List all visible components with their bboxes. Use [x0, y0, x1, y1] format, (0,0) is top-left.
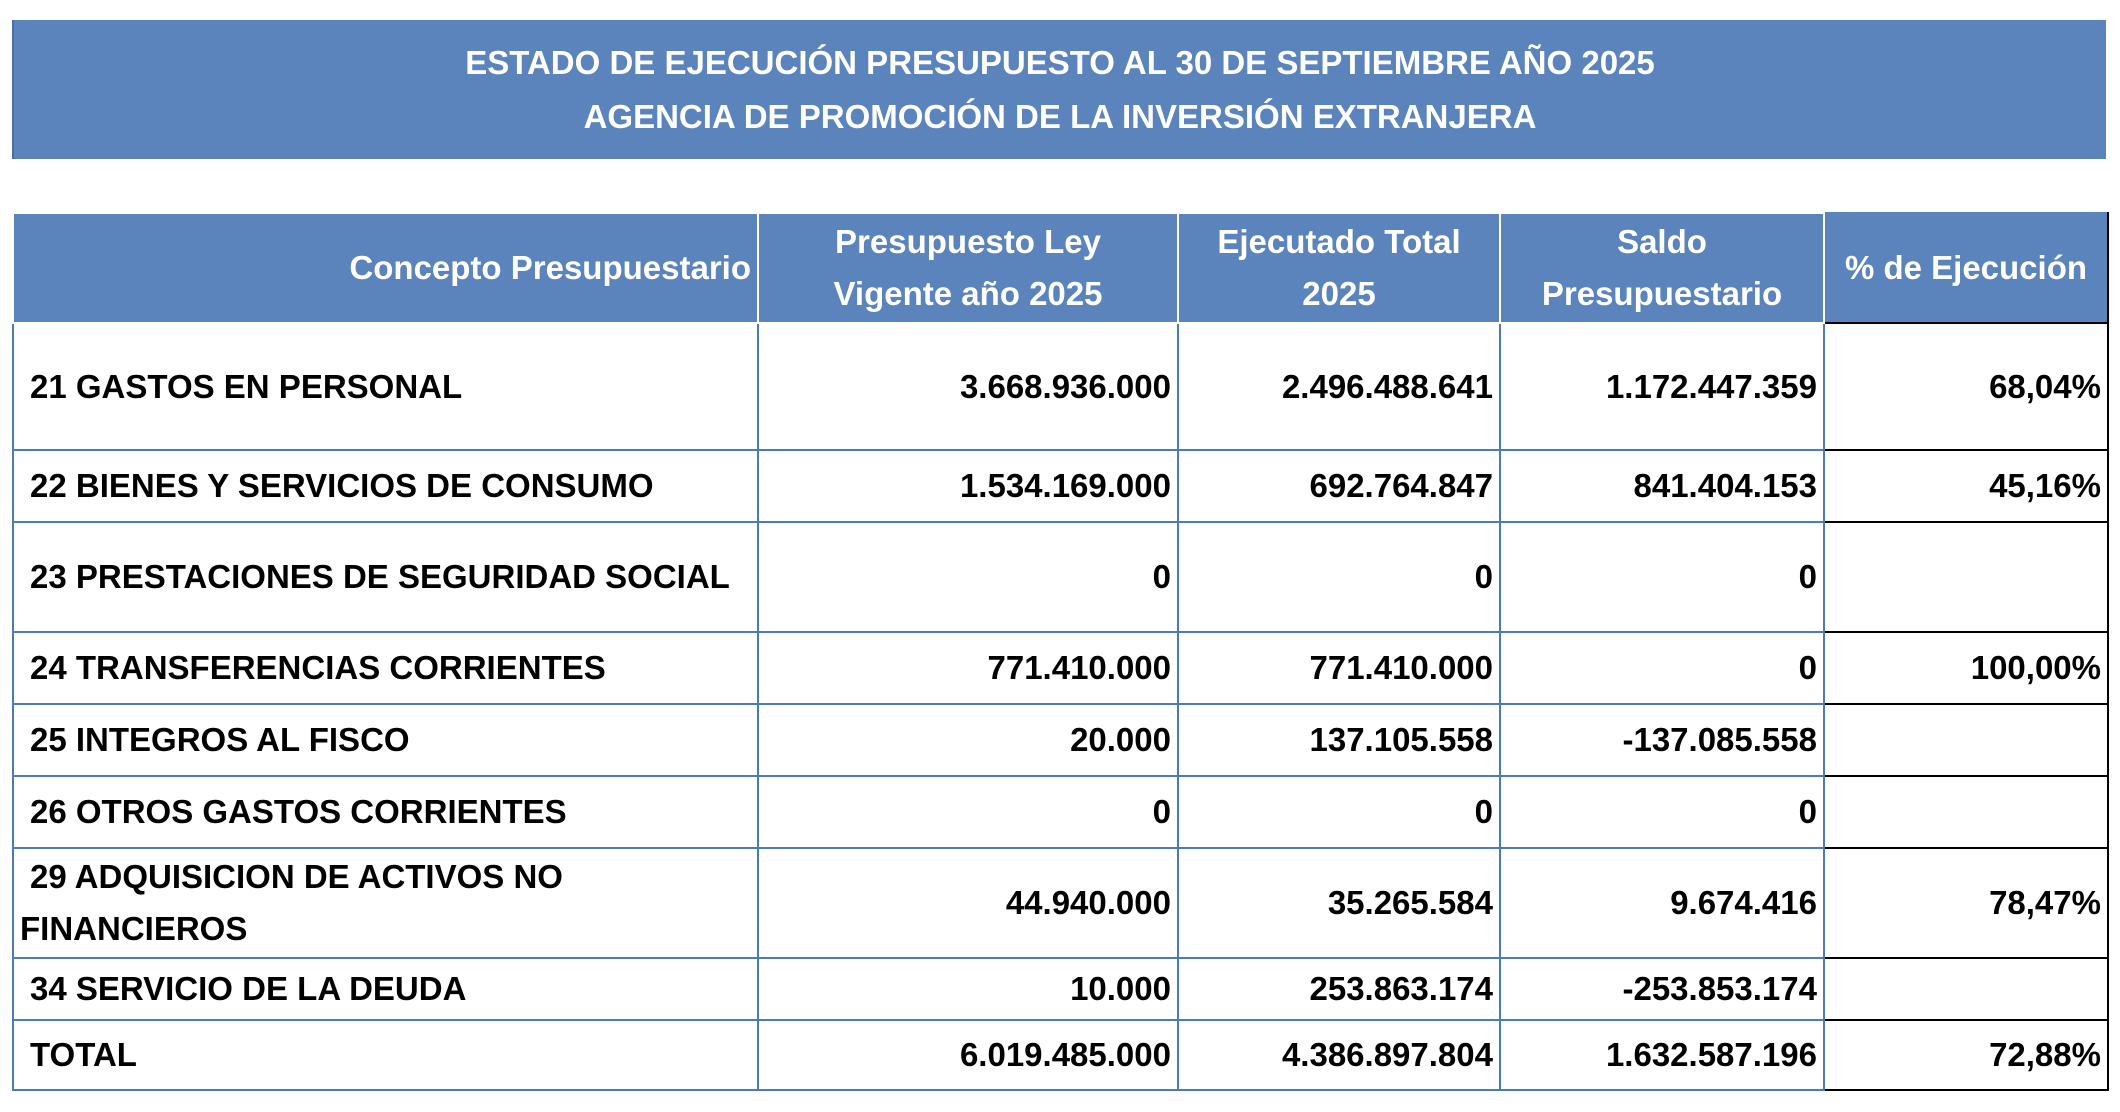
cell-presupuesto: 10.000 [758, 958, 1178, 1020]
cell-presupuesto: 44.940.000 [758, 848, 1178, 958]
cell-ejecutado: 137.105.558 [1178, 704, 1500, 776]
header-presupuesto: Presupuesto Ley Vigente año 2025 [758, 213, 1178, 323]
cell-concepto: 25 INTEGROS AL FISCO [13, 704, 758, 776]
cell-pct: 45,16% [1824, 450, 2108, 522]
cell-concepto-line2: FINANCIEROS [20, 910, 248, 947]
cell-presupuesto: 1.534.169.000 [758, 450, 1178, 522]
cell-saldo: 841.404.153 [1500, 450, 1824, 522]
cell-ejecutado: 0 [1178, 522, 1500, 632]
cell-ejecutado: 771.410.000 [1178, 632, 1500, 704]
total-label: TOTAL [13, 1020, 758, 1090]
cell-concepto-line1: 29 ADQUISICION DE ACTIVOS NO [30, 858, 563, 895]
table-row [13, 776, 2108, 848]
total-saldo: 1.632.587.196 [1500, 1020, 1824, 1090]
cell-concepto [13, 848, 758, 958]
cell-ejecutado: 35.265.584 [1178, 848, 1500, 958]
cell-saldo: 0 [1500, 776, 1824, 848]
cell-pct: 100,00% [1824, 632, 2108, 704]
total-presupuesto: 6.019.485.000 [758, 1020, 1178, 1090]
cell-ejecutado: 253.863.174 [1178, 958, 1500, 1020]
cell-concepto: 23 PRESTACIONES DE SEGURIDAD SOCIAL [13, 522, 758, 632]
table-row [13, 323, 2108, 450]
cell-presupuesto: 3.668.936.000 [758, 323, 1178, 450]
total-pct: 72,88% [1824, 1020, 2108, 1090]
cell-saldo: 0 [1500, 632, 1824, 704]
budget-table [12, 212, 2109, 1091]
cell-presupuesto: 0 [758, 522, 1178, 632]
cell-ejecutado: 692.764.847 [1178, 450, 1500, 522]
cell-concepto: 34 SERVICIO DE LA DEUDA [13, 958, 758, 1020]
table-row [13, 632, 2108, 704]
cell-saldo: -137.085.558 [1500, 704, 1824, 776]
header-concepto: Concepto Presupuestario [13, 213, 758, 323]
cell-concepto: 26 OTROS GASTOS CORRIENTES [13, 776, 758, 848]
cell-pct [1824, 704, 2108, 776]
table-row [13, 848, 2108, 958]
cell-pct: 78,47% [1824, 848, 2108, 958]
cell-ejecutado: 2.496.488.641 [1178, 323, 1500, 450]
total-ejecutado: 4.386.897.804 [1178, 1020, 1500, 1090]
cell-presupuesto: 0 [758, 776, 1178, 848]
table-row [13, 450, 2108, 522]
budget-table-container [12, 212, 2109, 1091]
header-ejecutado: Ejecutado Total 2025 [1178, 213, 1500, 323]
report-subtitle: AGENCIA DE PROMOCIÓN DE LA INVERSIÓN EXTRANJERA [583, 97, 1537, 135]
cell-concepto: 22 BIENES Y SERVICIOS DE CONSUMO [13, 450, 758, 522]
table-row [13, 522, 2108, 632]
cell-presupuesto: 771.410.000 [758, 632, 1178, 704]
cell-saldo: -253.853.174 [1500, 958, 1824, 1020]
cell-pct [1824, 776, 2108, 848]
cell-saldo: 9.674.416 [1500, 848, 1824, 958]
cell-pct [1824, 958, 2108, 1020]
cell-saldo: 0 [1500, 522, 1824, 632]
cell-concepto: 21 GASTOS EN PERSONAL [13, 323, 758, 450]
table-row [13, 704, 2108, 776]
cell-pct [1824, 522, 2108, 632]
cell-saldo: 1.172.447.359 [1500, 323, 1824, 450]
report-title: ESTADO DE EJECUCIÓN PRESUPUESTO AL 30 DE SEPTIEMBRE AÑO 2025 [465, 43, 1655, 81]
table-header-row [13, 213, 2108, 323]
total-row [13, 1020, 2108, 1090]
cell-pct: 68,04% [1824, 323, 2108, 450]
cell-ejecutado: 0 [1178, 776, 1500, 848]
header-saldo: Saldo Presupuestario [1500, 213, 1824, 323]
report-title-banner [12, 20, 2106, 159]
cell-presupuesto: 20.000 [758, 704, 1178, 776]
cell-concepto: 24 TRANSFERENCIAS CORRIENTES [13, 632, 758, 704]
table-row [13, 958, 2108, 1020]
header-pct: % de Ejecución [1824, 213, 2108, 323]
